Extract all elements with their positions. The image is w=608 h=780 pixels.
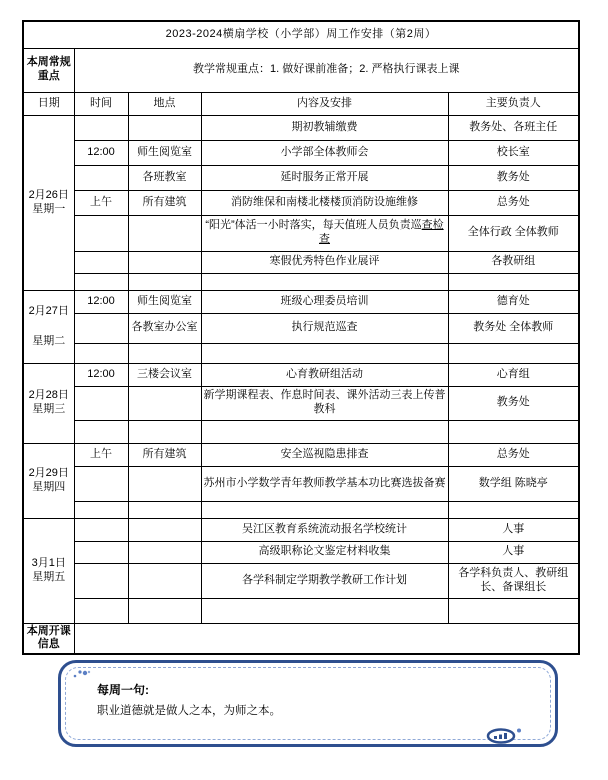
- content-cell: 各学科制定学期教学教研工作计划: [201, 563, 448, 598]
- header-content: 内容及安排: [201, 92, 448, 115]
- content-cell: [201, 501, 448, 518]
- content-cell: 新学期课程表、作息时间表、课外活动三表上传普教科: [201, 386, 448, 420]
- time-cell: 上午: [74, 190, 128, 215]
- schedule-row: [23, 466, 579, 501]
- content-cell: 延时服务正常开展: [201, 165, 448, 190]
- time-cell: 12:00: [74, 363, 128, 386]
- content-cell: 安全巡视隐患排查: [201, 443, 448, 466]
- schedule-row: [23, 165, 579, 190]
- content-cell: 期初教辅缴费: [201, 115, 448, 140]
- owner-cell: 人事: [448, 541, 579, 563]
- owner-cell: 全体行政 全体教师: [448, 215, 579, 251]
- date-cell-monday: [23, 115, 74, 290]
- location-cell: [128, 541, 201, 563]
- schedule-row: [23, 386, 579, 420]
- owner-cell: 心育组: [448, 363, 579, 386]
- time-cell: [74, 165, 128, 190]
- date-text: 2月26日: [28, 188, 69, 201]
- location-cell: [128, 251, 201, 273]
- owner-cell: [448, 501, 579, 518]
- owner-cell: 总务处: [448, 190, 579, 215]
- title-row: [23, 21, 579, 48]
- location-cell: 所有建筑: [128, 443, 201, 466]
- location-cell: 各班教室: [128, 165, 201, 190]
- owner-cell: [448, 598, 579, 623]
- location-cell: 各教室办公室: [128, 313, 201, 343]
- content-cell: [201, 420, 448, 443]
- location-cell: 师生阅览室: [128, 290, 201, 313]
- quote-heading: 每周一句:: [97, 683, 149, 697]
- content-cell: 班级心理委员培训: [201, 290, 448, 313]
- schedule-row: [23, 115, 579, 140]
- quote-box: [58, 660, 558, 747]
- time-cell: [74, 273, 128, 290]
- location-cell: [128, 563, 201, 598]
- column-header-row: [23, 92, 579, 115]
- header-owner: 主要负责人: [448, 92, 579, 115]
- location-cell: 师生阅览室: [128, 140, 201, 165]
- content-cell: 执行规范巡查: [201, 313, 448, 343]
- owner-cell: 各学科负责人、教研组长、备课组长: [448, 563, 579, 598]
- footer-empty-cell: [74, 623, 579, 654]
- content-cell: 消防维保和南楼北楼楼顶消防设施维修: [201, 190, 448, 215]
- schedule-row: [23, 563, 579, 598]
- weekly-focus-label: 本周常规重点: [23, 48, 74, 92]
- schedule-row-empty: [23, 420, 579, 443]
- corner-dots-icon: [71, 666, 95, 680]
- location-cell: [128, 466, 201, 501]
- time-cell: 12:00: [74, 140, 128, 165]
- time-cell: [74, 420, 128, 443]
- time-cell: [74, 115, 128, 140]
- schedule-row-empty: [23, 598, 579, 623]
- owner-cell: [448, 420, 579, 443]
- schedule-row-empty: [23, 343, 579, 363]
- footer-row: [23, 623, 579, 654]
- content-cell: [201, 273, 448, 290]
- weekday-text: 星期四: [32, 480, 66, 493]
- date-cell-tuesday: [23, 290, 74, 363]
- header-location: 地点: [128, 92, 201, 115]
- content-cell: 小学部全体教师会: [201, 140, 448, 165]
- time-cell: [74, 598, 128, 623]
- date-text: 3月1日: [31, 556, 66, 569]
- time-cell: [74, 563, 128, 598]
- location-cell: 三楼会议室: [128, 363, 201, 386]
- content-text: “阳光”体活一小时落实，每天值班人员负责巡: [205, 219, 422, 232]
- weekly-focus-content: 教学常规重点：1. 做好课前准备；2. 严格执行课表上课: [74, 48, 579, 92]
- owner-cell: [448, 273, 579, 290]
- page-title: 2023-2024横扇学校（小学部）周工作安排（第2周）: [23, 21, 579, 48]
- time-cell: [74, 541, 128, 563]
- weekday-text: 星期三: [32, 403, 66, 415]
- location-cell: 所有建筑: [128, 190, 201, 215]
- date-cell-thursday: [23, 443, 74, 518]
- schedule-row: [23, 518, 579, 541]
- schedule-row: [23, 313, 579, 343]
- weekday-text: 星期二: [32, 334, 66, 347]
- schedule-row: [23, 140, 579, 165]
- date-text: 2月27日: [28, 304, 69, 317]
- time-cell: 上午: [74, 443, 128, 466]
- date-cell-friday: [23, 518, 74, 623]
- location-cell: [128, 115, 201, 140]
- owner-cell: 教务处: [448, 165, 579, 190]
- content-cell: [201, 343, 448, 363]
- time-cell: [74, 466, 128, 501]
- owner-cell: 各教研组: [448, 251, 579, 273]
- time-cell: [74, 343, 128, 363]
- owner-cell: 教务处、各班主任: [448, 115, 579, 140]
- content-cell: 吴江区教育系统流动报名学校统计: [201, 518, 448, 541]
- owner-cell: 教务处: [448, 386, 579, 420]
- schedule-row: [23, 290, 579, 313]
- location-cell: [128, 386, 201, 420]
- owner-cell: 总务处: [448, 443, 579, 466]
- date-text: 2月29日: [28, 466, 69, 479]
- schedule-row-empty: [23, 273, 579, 290]
- schedule-table: [22, 20, 580, 655]
- time-cell: [74, 501, 128, 518]
- content-cell: 高级职称论文鉴定材料收集: [201, 541, 448, 563]
- footer-label: 本周开课信息: [23, 623, 74, 654]
- quote-text: 职业道德就是做人之本，为师之本。: [97, 705, 281, 717]
- ellipsis-badge-icon: [485, 726, 529, 746]
- location-cell: [128, 518, 201, 541]
- owner-cell: 校长室: [448, 140, 579, 165]
- owner-cell: 教务处 全体教师: [448, 313, 579, 343]
- content-cell: 寒假优秀特色作业展评: [201, 251, 448, 273]
- time-cell: [74, 386, 128, 420]
- date-cell-wednesday: [23, 363, 74, 443]
- schedule-row: [23, 215, 579, 251]
- weekday-text: 星期五: [32, 570, 66, 583]
- location-cell: [128, 215, 201, 251]
- location-cell: [128, 420, 201, 443]
- time-cell: [74, 518, 128, 541]
- weekly-focus-row: [23, 48, 579, 92]
- location-cell: [128, 273, 201, 290]
- time-cell: [74, 251, 128, 273]
- schedule-row: [23, 190, 579, 215]
- schedule-row: [23, 443, 579, 466]
- location-cell: [128, 343, 201, 363]
- content-cell: [201, 215, 448, 251]
- header-time: 时间: [74, 92, 128, 115]
- weekday-text: 星期一: [32, 202, 66, 215]
- owner-cell: 德育处: [448, 290, 579, 313]
- time-cell: 12:00: [74, 290, 128, 313]
- time-cell: [74, 313, 128, 343]
- content-text-underlined: 查检查: [319, 219, 444, 245]
- schedule-row: [23, 251, 579, 273]
- content-cell: 心育教研组活动: [201, 363, 448, 386]
- location-cell: [128, 598, 201, 623]
- time-cell: [74, 215, 128, 251]
- owner-cell: 数学组 陈晓亭: [448, 466, 579, 501]
- content-cell: 苏州市小学数学青年教师教学基本功比赛选拔备赛: [201, 466, 448, 501]
- location-cell: [128, 501, 201, 518]
- date-text: 2月28日: [28, 389, 69, 402]
- schedule-row: [23, 541, 579, 563]
- content-cell: [201, 598, 448, 623]
- schedule-row: [23, 363, 579, 386]
- header-date: 日期: [23, 92, 74, 115]
- owner-cell: [448, 343, 579, 363]
- owner-cell: 人事: [448, 518, 579, 541]
- schedule-row-empty: [23, 501, 579, 518]
